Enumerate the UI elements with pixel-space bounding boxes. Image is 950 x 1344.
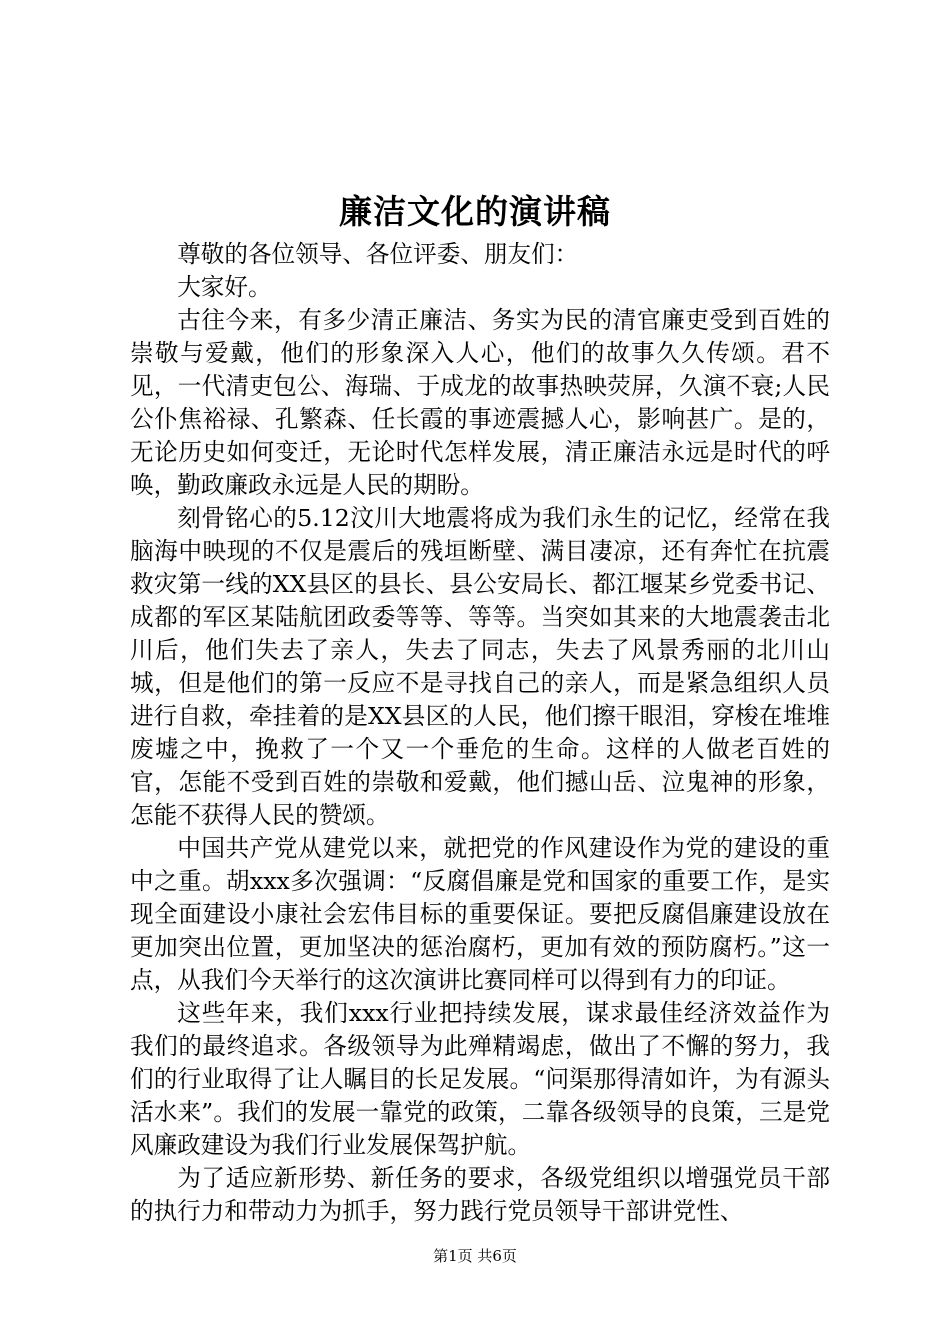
body-paragraph: 刻骨铭心的5.12汶川大地震将成为我们永生的记忆，经常在我脑海中映现的不仅是震后的残垣断壁、满目凄凉，还有奔忙在抗震救灾第一线的XX县区的县长、县公安局长、都江堰某乡党委书记、成都的军区某陆航团政委等等、等等。当突如其来的大地震袭击北川后，他们失去了亲人，失去了同志，失去了风景秀丽的北川山城，但是他们的第一反应不是寻找自己的亲人，而是紧急组织人员进行自救，牵挂着的是XX县区的人民，他们擦干眼泪，穿梭在堆堆废墟之中，挽救了一个又一个垂危的生命。这样的人做老百姓的官，怎能不受到百姓的崇敬和爱戴，他们撼山岳、泣鬼神的形象，怎能不获得人民的赞颂。 (130, 504, 830, 829)
document-title: 廉洁文化的演讲稿 (339, 192, 611, 231)
body-paragraph: 这些年来，我们xxx行业把持续发展，谋求最佳经济效益作为我们的最终追求。各级领导为此殚精竭虑，做出了不懈的努力，我们的行业取得了让人瞩目的长足发展。“问渠那得清如许，为有源头活水来”。我们的发展一靠党的政策，二靠各级领导的良策，三是党风廉政建设为我们行业发展保驾护航。 (130, 999, 830, 1159)
body-paragraph: 中国共产党从建党以来，就把党的作风建设作为党的建设的重中之重。胡xxx多次强调：“反腐倡廉是党和国家的重要工作，是实现全面建设小康社会宏伟目标的重要保证。要把反腐倡廉建设放在更加突出位置，更加坚决的惩治腐朽，更加有效的预防腐朽。”这一点，从我们今天举行的这次演讲比赛同样可以得到有力的印证。 (130, 834, 830, 994)
document-body (130, 238, 830, 1228)
greeting: 大家好。 (177, 273, 272, 301)
body-paragraph: 为了适应新形势、新任务的要求，各级党组织以增强党员干部的执行力和带动力为抓手，努力践行党员领导干部讲党性、 (130, 1164, 830, 1225)
salutation: 尊敬的各位领导、各位评委、朋友们： (177, 240, 579, 268)
body-paragraph: 古往今来，有多少清正廉洁、务实为民的清官廉吏受到百姓的崇敬与爱戴，他们的形象深入人心，他们的故事久久传颂。君不见，一代清吏包公、海瑞、于成龙的故事热映荧屏，久演不衰;人民公仆焦裕禄、孔繁森、任长霞的事迹震撼人心，影响甚广。是的，无论历史如何变迁，无论时代怎样发展，清正廉洁永远是时代的呼唤，勤政廉政永远是人民的期盼。 (130, 306, 830, 499)
page-number-footer: 第1页 共6页 (433, 1247, 517, 1265)
